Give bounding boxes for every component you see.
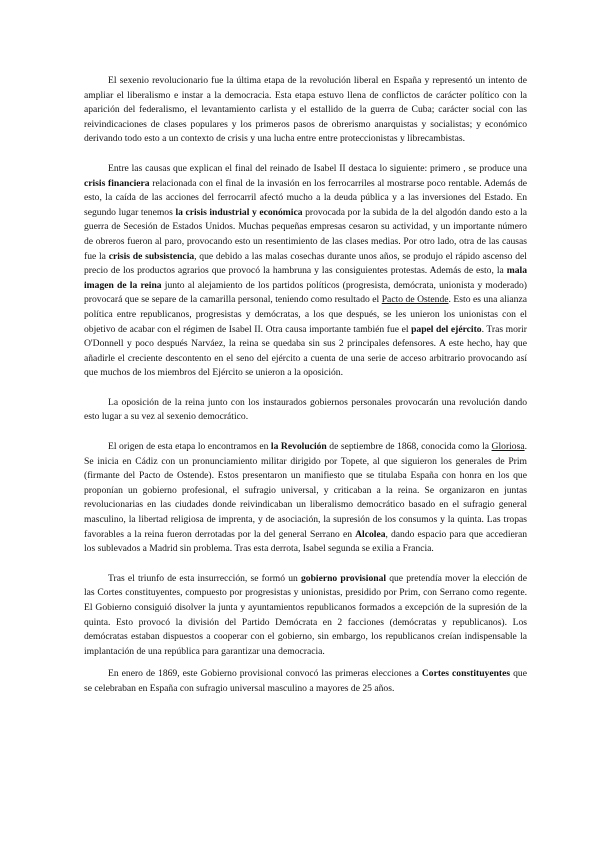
- text-run: Entre las causas que explican el final del reinado de Isabel II destaca lo siguiente: primero , se produce una: [108, 162, 527, 174]
- text-run: Tras el triunfo de esta insurrección, se formó un: [108, 572, 301, 584]
- text-run: . Se inicia en Cádiz con un pronunciamiento militar dirigido por Topete, al que siguieron los generales de Prim (firmante del Pacto de Ostende). Estos presentaron un manifiesto que se titulaba España con honra en los que proponían un gobierno profesional, el sufragio universal, y criticaban a la reina. Se organizaron en juntas revolucionarias en las ciudades donde reivindicaban un liberalismo democrático basado en el sufragio general masculino, la libertad religiosa de imprenta, y de asociación, la supresión de los consumos y la quinta. Las tropas favorables a la reina fueron derrotadas por la del general Serrano en: [84, 441, 527, 540]
- text-run: que se celebraban en España con sufragio universal masculino a mayores de 25 años.: [84, 668, 527, 694]
- paragraph-spacer: [84, 147, 527, 162]
- paragraph-spacer: [84, 425, 527, 440]
- text-run: El sexenio revolucionario fue la última etapa de la revolución liberal en España y representó un intento de ampliar el liberalismo e instar a la democracia. Esta etapa estuvo llena de conflictos de carácter político con la aparición del federalismo, el levantamiento carlista y el estallido de la guerra de Cuba; carácter social con las reivindicaciones de clases populares y los primeros pasos de obrerismo anarquistas y socialistas; y económico derivando todo esto a un contexto de crisis y una lucha entre entre proteccionistas y librecambistas.: [84, 75, 527, 145]
- bold-term: Cortes constituyentes: [421, 668, 511, 680]
- bold-term: Alcolea: [355, 528, 386, 540]
- text-run: relacionada con el final de la invasión en los ferrocarriles al mostrarse poco rentable. Además de esto, la caída de las acciones del ferrocarril afectó mucho a la deuda pública y a las inversiones del Estado. En segundo lugar tenemos: [84, 177, 527, 218]
- paragraph-intro: [84, 74, 527, 147]
- bold-term: la crisis industrial y económica: [175, 206, 303, 218]
- text-run: , dando espacio para que accedieran los sublevados a Madrid sin problema. Tras esta derrota, Isabel segunda se exilia a Francia.: [84, 528, 528, 555]
- document-page: [84, 74, 527, 697]
- paragraph-spacer: [84, 557, 527, 572]
- paragraph-spacer: [84, 381, 527, 396]
- bold-term: papel del ejército: [411, 323, 482, 335]
- paragraph-opposition: [84, 396, 527, 425]
- bold-term: la Revolución: [270, 441, 327, 453]
- paragraph-origin: [84, 440, 527, 557]
- paragraph-provisional-government: [84, 572, 527, 660]
- text-run: que pretendía mover la elección de las Cortes constituyentes, compuesto por progresistas y unionistas, presidido por Prim, con Serrano como regente. El Gobierno consiguió disolver la junta y ayuntamientos republicanos formados a excepción de la supresión de la quinta. Esto provocó la división del Partido Demócrata en 2 facciones (demócratas y republicanos). Los demócratas estaban dispuestos a cooperar con el gobierno, sin embargo, los republicanos creían indispensable la implantación de una república para garantizar una democracia.: [84, 572, 527, 657]
- bold-term: crisis de subsistencia: [108, 250, 195, 262]
- text-run: El origen de esta etapa lo encontramos en: [108, 441, 271, 453]
- text-run: junto al alejamiento de los partidos políticos (progresista, demócrata, unionista y moderado) provocará que se separe de la camarilla personal, teniendo como resultado el: [84, 279, 527, 306]
- text-run: . Esto es una alianza política entre republicanos, progresistas y demócratas, a los que después, se les unieron los unionistas con el objetivo de acabar con el régimen de Isabel II. Otra causa importante también fue el: [84, 294, 527, 335]
- paragraph-spacer: [84, 659, 527, 667]
- text-run: La oposición de la reina junto con los instaurados gobiernos personales provocarán una revolución dando esto lugar a su vez al sexenio democrático.: [84, 396, 527, 423]
- text-run: de septiembre de 1868, conocida como la: [326, 441, 492, 453]
- text-run: . Tras morir O'Donnell y poco después Narváez, la reina se quedaba sin sus 2 principales defensores. A este hecho, hay que añadirle el creciente descontento en el seno del ejército a cuenta de una serie de acceso arbitrario provocando así que muchos de los miembros del Ejército se unieron a la oposición.: [84, 323, 527, 379]
- bold-term: mala imagen de la reina: [84, 265, 527, 291]
- bold-term: crisis financiera: [84, 177, 150, 189]
- underlined-term: Gloriosa: [491, 441, 525, 453]
- text-run: , que debido a las malas cosechas durante unos años, se produjo el rápido ascenso del precio de los productos agrarios que provocó la hambruna y las consiguientes protestas. Además de esto, la: [84, 250, 527, 277]
- paragraph-causes: [84, 162, 527, 381]
- underlined-term: Pacto de Ostende: [381, 294, 449, 306]
- bold-term: gobierno provisional: [300, 572, 387, 584]
- text-run: provocada por la subida de la del algodón dando esto a la guerra de Secesión de Estados Unidos. Muchas pequeñas empresas cesaron su actividad, y un importante número de obreros fueron al paro, provocando esto un resentimiento de las clases medias. Por otro lado, otra de las causas fue la: [84, 206, 527, 262]
- text-run: En enero de 1869, este Gobierno provisional convocó las primeras elecciones a: [108, 668, 422, 680]
- paragraph-elections: [84, 667, 527, 696]
